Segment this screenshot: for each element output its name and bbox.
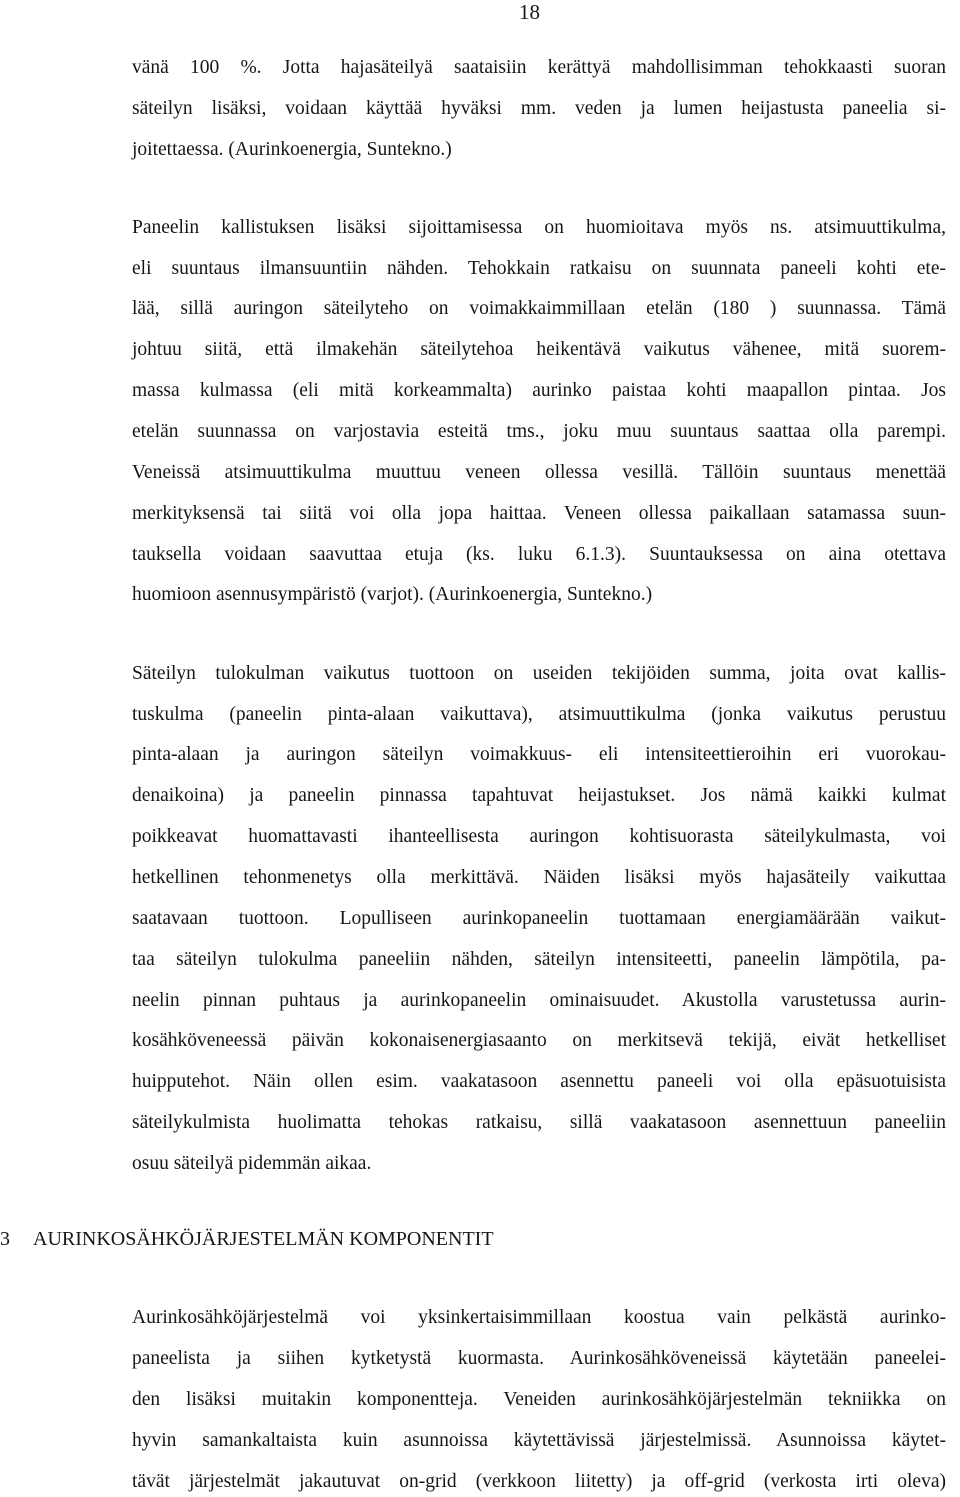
text-line: saatavaan tuottoon. Lopulliseen aurinkopaneelin tuottamaan energiamäärään vaikut- bbox=[132, 908, 946, 929]
page-number: 18 bbox=[519, 0, 540, 24]
text-line: säteilykulmista huolimatta tehokas ratkaisu, sillä vaakatasoon asennettuun paneeliin bbox=[132, 1112, 946, 1133]
text-line: huipputehot. Näin ollen esim. vaakatasoon asennettu paneeli voi olla epäsuotuisista bbox=[132, 1071, 946, 1092]
text-line: hetkellinen tehonmenetys olla merkittävä. Näiden lisäksi myös hajasäteily vaikuttaa bbox=[132, 867, 946, 888]
text-line: tävät järjestelmät jakautuvat on-grid (verkkoon liitetty) ja off-grid (verkosta irti oleva) bbox=[132, 1471, 946, 1492]
text-line: poikkeavat huomattavasti ihanteellisesta auringon kohtisuorasta säteilykulmasta, voi bbox=[132, 826, 946, 847]
section-heading bbox=[0, 1227, 494, 1251]
text-line: den lisäksi muitakin komponentteja. Veneiden aurinkosähköjärjestelmän tekniikka on bbox=[132, 1389, 946, 1410]
section-number: 3 bbox=[0, 1228, 10, 1250]
text-line: paneelista ja siihen kytketystä kuormasta. Aurinkosähköveneissä käytetään paneelei- bbox=[132, 1348, 946, 1369]
text-line: tauksella voidaan saavuttaa etuja (ks. luku 6.1.3). Suuntauksessa on aina otettava bbox=[132, 544, 946, 565]
text-line: säteilyn lisäksi, voidaan käyttää hyväksi mm. veden ja lumen heijastusta paneelia si- bbox=[132, 98, 946, 119]
text-line: osuu säteilyä pidemmän aikaa. bbox=[132, 1153, 372, 1174]
text-line: joitettaessa. (Aurinkoenergia, Suntekno.) bbox=[132, 139, 452, 160]
section-title: AURINKOSÄHKÖJÄRJESTELMÄN KOMPONENTIT bbox=[33, 1228, 494, 1250]
text-line: massa kulmassa (eli mitä korkeammalta) aurinko paistaa kohti maapallon pintaa. Jos bbox=[132, 380, 946, 401]
text-line: tuskulma (paneelin pinta-alaan vaikuttava), atsimuuttikulma (jonka vaikutus perustuu bbox=[132, 704, 946, 725]
text-line: eli suuntaus ilmansuuntiin nähden. Tehokkain ratkaisu on suunnata paneeli kohti ete- bbox=[132, 258, 946, 279]
text-line: kosähköveneessä päivän kokonaisenergiasaanto on merkitsevä tekijä, eivät hetkelliset bbox=[132, 1030, 946, 1051]
text-line: neelin pinnan puhtaus ja aurinkopaneelin ominaisuudet. Akustolla varustetussa aurin- bbox=[132, 990, 946, 1011]
text-line: johtuu siitä, että ilmakehän säteilytehoa heikentävä vaikutus vähenee, mitä suorem- bbox=[132, 339, 946, 360]
text-line: huomioon asennusympäristö (varjot). (Aurinkoenergia, Suntekno.) bbox=[132, 584, 653, 605]
text-line: Säteilyn tulokulman vaikutus tuottoon on useiden tekijöiden summa, joita ovat kallis- bbox=[132, 663, 946, 684]
text-line: merkityksensä tai siitä voi olla jopa haittaa. Veneen ollessa paikallaan satamassa suun- bbox=[132, 503, 946, 524]
text-line: denaikoina) ja paneelin pinnassa tapahtuvat heijastukset. Jos nämä kaikki kulmat bbox=[132, 785, 946, 806]
text-line: lää, sillä auringon säteilyteho on voimakkaimmillaan etelän (180 ) suunnassa. Tämä bbox=[132, 298, 946, 319]
text-line: hyvin samankaltaista kuin asunnoissa käytettävissä järjestelmissä. Asunnoissa käytet- bbox=[132, 1430, 946, 1451]
text-line: vänä 100 %. Jotta hajasäteilyä saataisiin kerättyä mahdollisimman tehokkaasti suoran bbox=[132, 57, 946, 78]
text-line: pinta-alaan ja auringon säteilyn voimakkuus- eli intensiteettieroihin eri vuorokau- bbox=[132, 744, 946, 765]
text-line: Veneissä atsimuuttikulma muuttuu veneen ollessa vesillä. Tällöin suuntaus menettää bbox=[132, 462, 946, 483]
text-line: etelän suunnassa on varjostavia esteitä tms., joku muu suuntaus saattaa olla parempi. bbox=[132, 421, 946, 442]
text-line: Paneelin kallistuksen lisäksi sijoittamisessa on huomioitava myös ns. atsimuuttikulma, bbox=[132, 217, 946, 238]
text-line: Aurinkosähköjärjestelmä voi yksinkertaisimmillaan koostua vain pelkästä aurinko- bbox=[132, 1307, 946, 1328]
text-line: taa säteilyn tulokulma paneeliin nähden, säteilyn intensiteetti, paneelin lämpötila, pa- bbox=[132, 949, 946, 970]
